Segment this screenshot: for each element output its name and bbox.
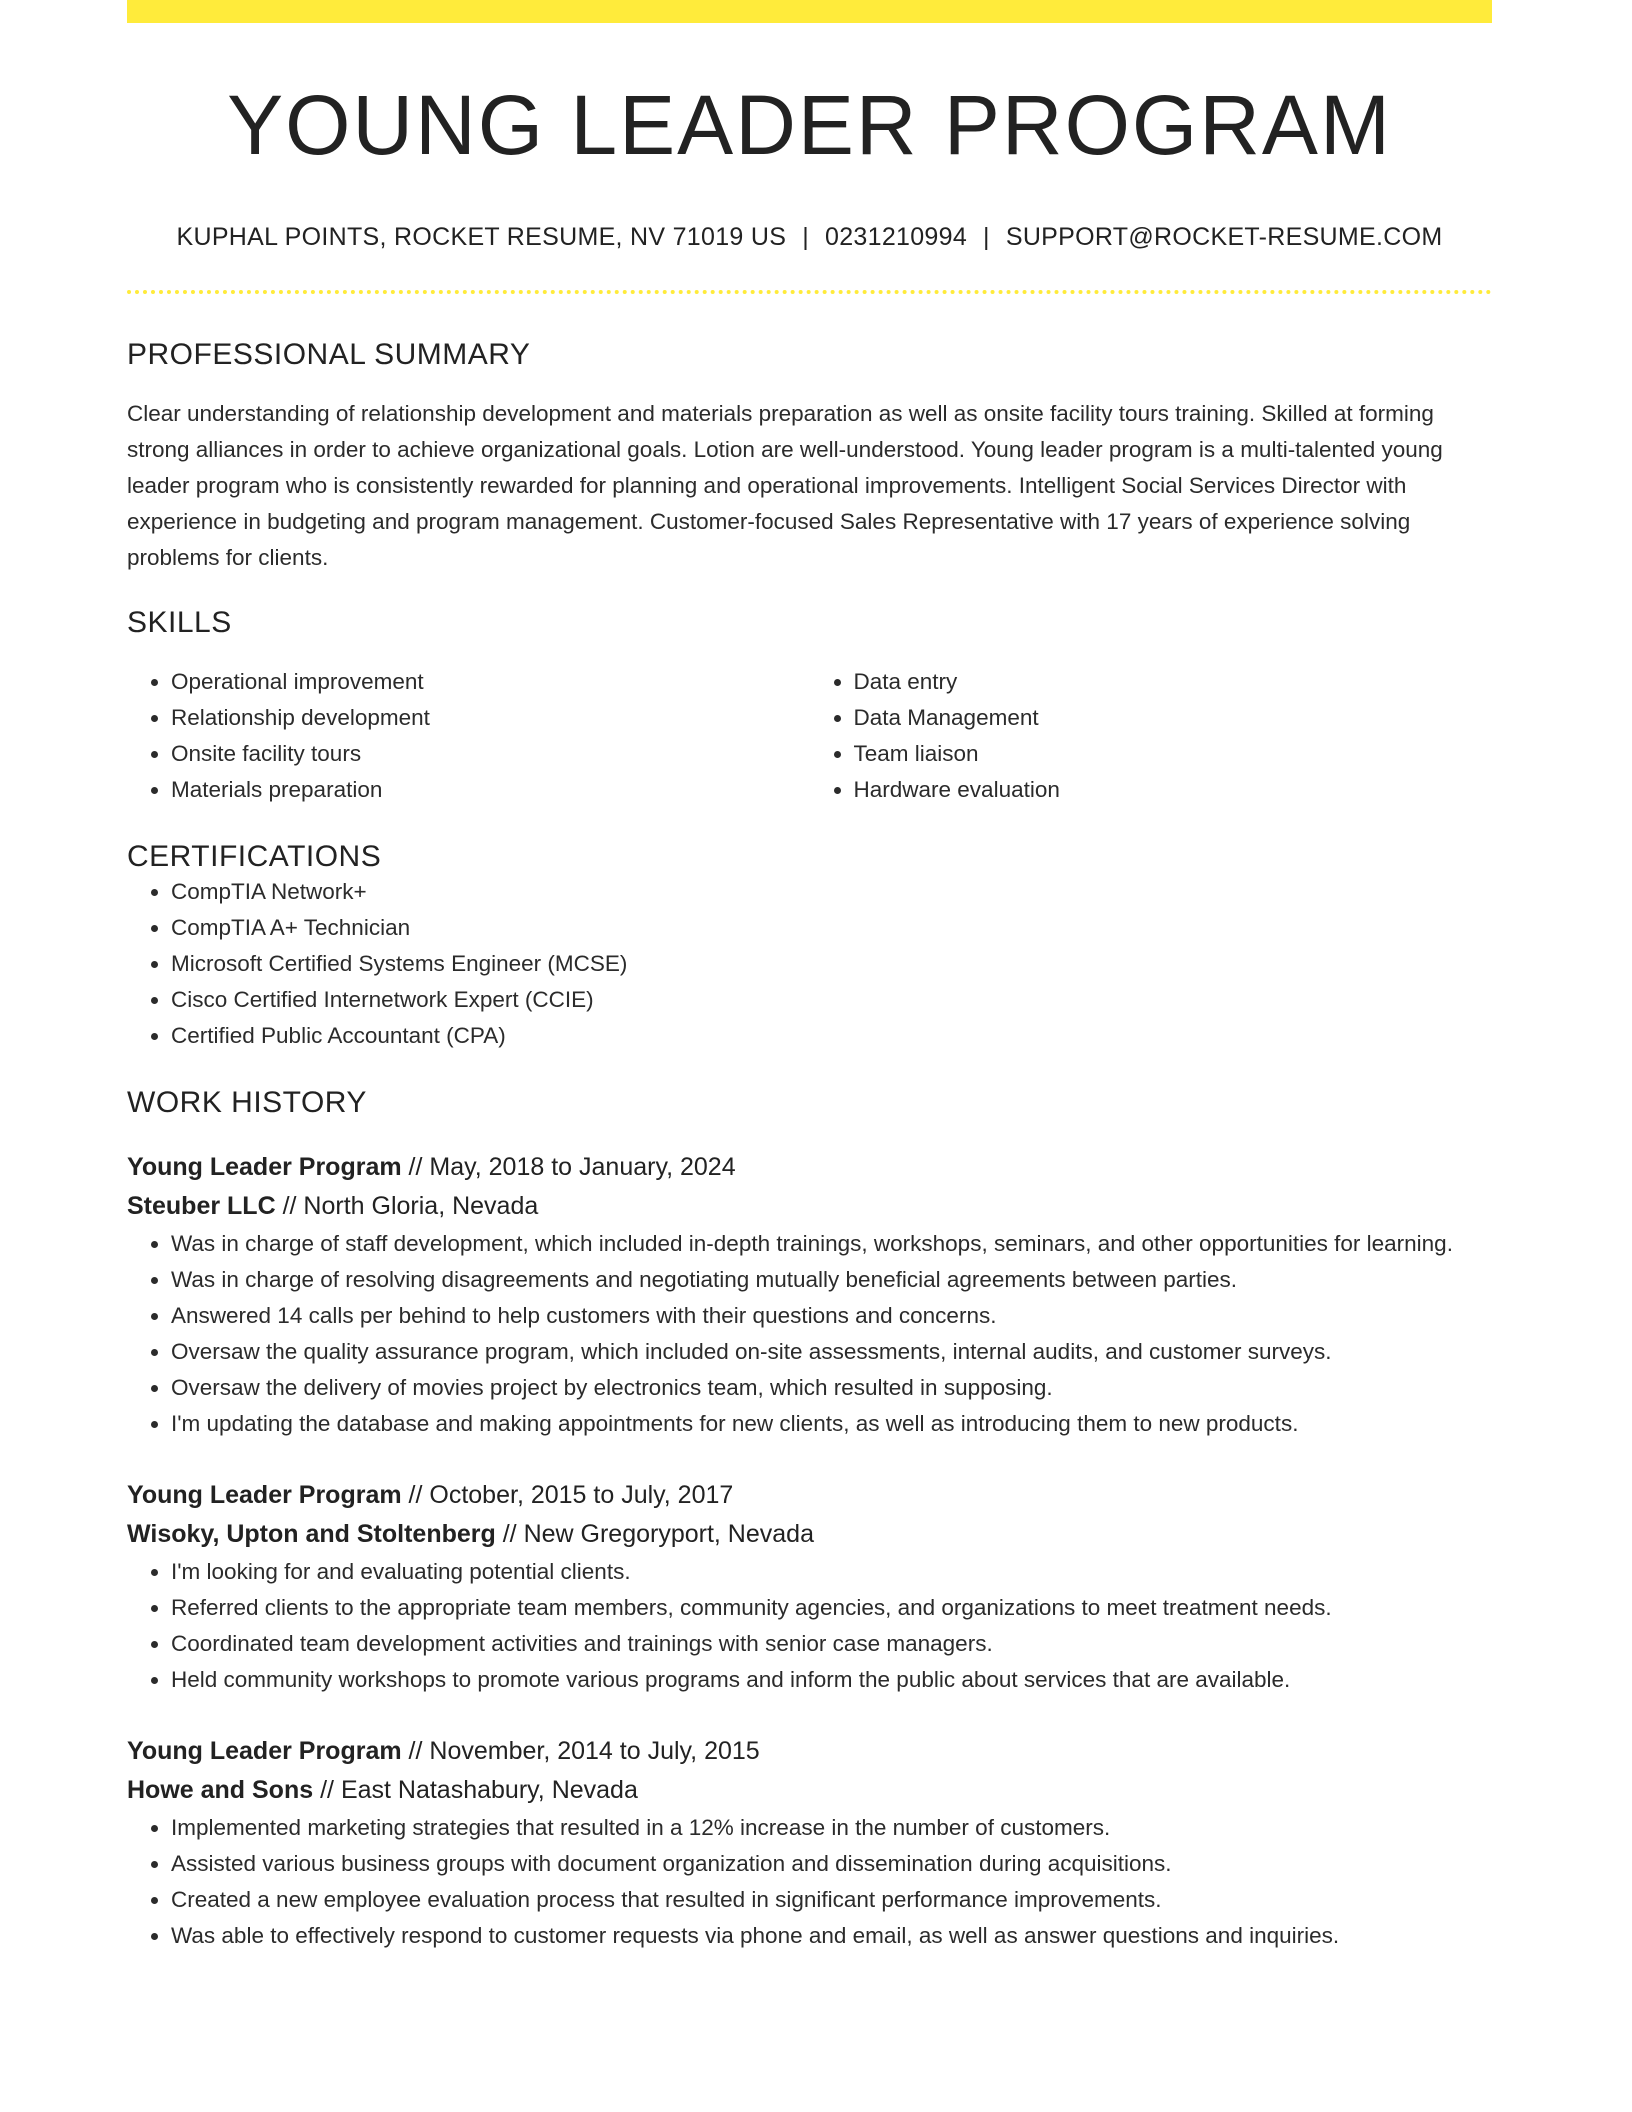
job-bullets: [127, 1554, 1492, 1698]
skills-column-left: [127, 664, 810, 808]
job-separator: //: [401, 1481, 430, 1510]
job-role: Young Leader Program: [127, 1153, 402, 1182]
candidate-name: YOUNG LEADER PROGRAM: [227, 78, 1392, 172]
job-separator: //: [275, 1192, 304, 1221]
certification-item: • Cisco Certified Internetwork Expert (CCIE): [171, 982, 1492, 1018]
job-company: Steuber LLC: [127, 1192, 276, 1221]
job-company: Howe and Sons: [127, 1776, 314, 1805]
job-location: North Gloria, Nevada: [303, 1192, 539, 1221]
contact-separator: |: [983, 223, 990, 252]
job-bullets: [127, 1810, 1492, 1954]
certification-item: • Microsoft Certified Systems Engineer (MCSE): [171, 946, 1492, 982]
job-company-line: [127, 1187, 1492, 1226]
contact-phone: 0231210994: [825, 223, 968, 252]
skill-item: • Relationship development: [171, 700, 810, 736]
job-entry: [127, 1476, 1492, 1698]
contact-address: KUPHAL POINTS, ROCKET RESUME, NV 71019 US: [176, 223, 787, 252]
skill-item: • Data entry: [854, 664, 1493, 700]
certifications-list: [127, 874, 1492, 1054]
certification-item: • CompTIA Network+: [171, 874, 1492, 910]
job-role-line: [127, 1148, 1492, 1187]
accent-top-bar: [127, 0, 1492, 23]
work-history-heading: WORK HISTORY: [127, 1086, 367, 1120]
skill-item: • Onsite facility tours: [171, 736, 810, 772]
job-bullet: • Created a new employee evaluation process that resulted in significant performance improvements.: [171, 1882, 1492, 1918]
job-bullet: • Was in charge of staff development, which included in-depth trainings, workshops, seminars, and other opportunities for learning.: [171, 1226, 1492, 1262]
skill-item: • Operational improvement: [171, 664, 810, 700]
summary-text: Clear understanding of relationship development and materials preparation as well as onsite facility tours training. Skilled at forming strong alliances in order to achieve organizational goals. Lotion are well-understood. Young leader program is a multi-talented young leader program who is consistently rewarded for planning and operational improvements. Intelligent Social Services Director with experience in budgeting and program management. Customer-focused Sales Representative with 17 years of experience solving problems for clients.: [127, 401, 1443, 571]
job-separator: //: [401, 1153, 430, 1182]
skills-grid: [127, 664, 1492, 808]
job-company-line: [127, 1515, 1492, 1554]
job-bullet: • Coordinated team development activities and trainings with senior case managers.: [171, 1626, 1492, 1662]
dotted-divider: [127, 290, 1492, 294]
skills-list-left: [127, 664, 810, 808]
job-bullet: • Oversaw the quality assurance program, which included on-site assessments, internal audits, and customer surveys.: [171, 1334, 1492, 1370]
contact-line: [127, 223, 1492, 252]
job-dates: October, 2015 to July, 2017: [429, 1481, 734, 1510]
job-role-line: [127, 1732, 1492, 1771]
skill-item: • Data Management: [854, 700, 1493, 736]
job-bullets: [127, 1226, 1492, 1442]
job-dates: November, 2014 to July, 2015: [429, 1737, 760, 1766]
job-bullet: • Answered 14 calls per behind to help customers with their questions and concerns.: [171, 1298, 1492, 1334]
skill-item: • Materials preparation: [171, 772, 810, 808]
job-bullet: • Oversaw the delivery of movies project by electronics team, which resulted in supposing.: [171, 1370, 1492, 1406]
skill-item: • Team liaison: [854, 736, 1493, 772]
certification-item: • CompTIA A+ Technician: [171, 910, 1492, 946]
job-company-line: [127, 1771, 1492, 1810]
job-separator: //: [495, 1520, 524, 1549]
skills-list-right: [810, 664, 1493, 808]
contact-email: SUPPORT@ROCKET-RESUME.COM: [1005, 223, 1443, 252]
job-role: Young Leader Program: [127, 1737, 402, 1766]
job-role-line: [127, 1476, 1492, 1515]
job-bullet: • Implemented marketing strategies that resulted in a 12% increase in the number of customers.: [171, 1810, 1492, 1846]
certifications-heading: CERTIFICATIONS: [127, 840, 382, 874]
skills-heading: SKILLS: [127, 606, 232, 640]
certification-item: • Certified Public Accountant (CPA): [171, 1018, 1492, 1054]
job-dates: May, 2018 to January, 2024: [429, 1153, 736, 1182]
contact-separator: |: [802, 223, 809, 252]
job-role: Young Leader Program: [127, 1481, 402, 1510]
resume-page: [127, 0, 1492, 1954]
job-location: New Gregoryport, Nevada: [523, 1520, 814, 1549]
job-separator: //: [401, 1737, 430, 1766]
job-entry: [127, 1732, 1492, 1954]
job-bullet: • Was in charge of resolving disagreements and negotiating mutually beneficial agreements between parties.: [171, 1262, 1492, 1298]
job-bullet: • I'm updating the database and making appointments for new clients, as well as introducing them to new products.: [171, 1406, 1492, 1442]
job-location: East Natashabury, Nevada: [340, 1776, 638, 1805]
summary-heading: PROFESSIONAL SUMMARY: [127, 338, 531, 372]
job-entry: [127, 1148, 1492, 1442]
job-separator: //: [313, 1776, 341, 1805]
skills-column-right: [810, 664, 1493, 808]
skill-item: • Hardware evaluation: [854, 772, 1493, 808]
job-bullet: • I'm looking for and evaluating potential clients.: [171, 1554, 1492, 1590]
job-bullet: • Was able to effectively respond to customer requests via phone and email, as well as answer questions and inquiries.: [171, 1918, 1492, 1954]
job-bullet: • Held community workshops to promote various programs and inform the public about services that are available.: [171, 1662, 1492, 1698]
job-bullet: • Assisted various business groups with document organization and dissemination during acquisitions.: [171, 1846, 1492, 1882]
job-bullet: • Referred clients to the appropriate team members, community agencies, and organizations to meet treatment needs.: [171, 1590, 1492, 1626]
job-company: Wisoky, Upton and Stoltenberg: [127, 1520, 496, 1549]
